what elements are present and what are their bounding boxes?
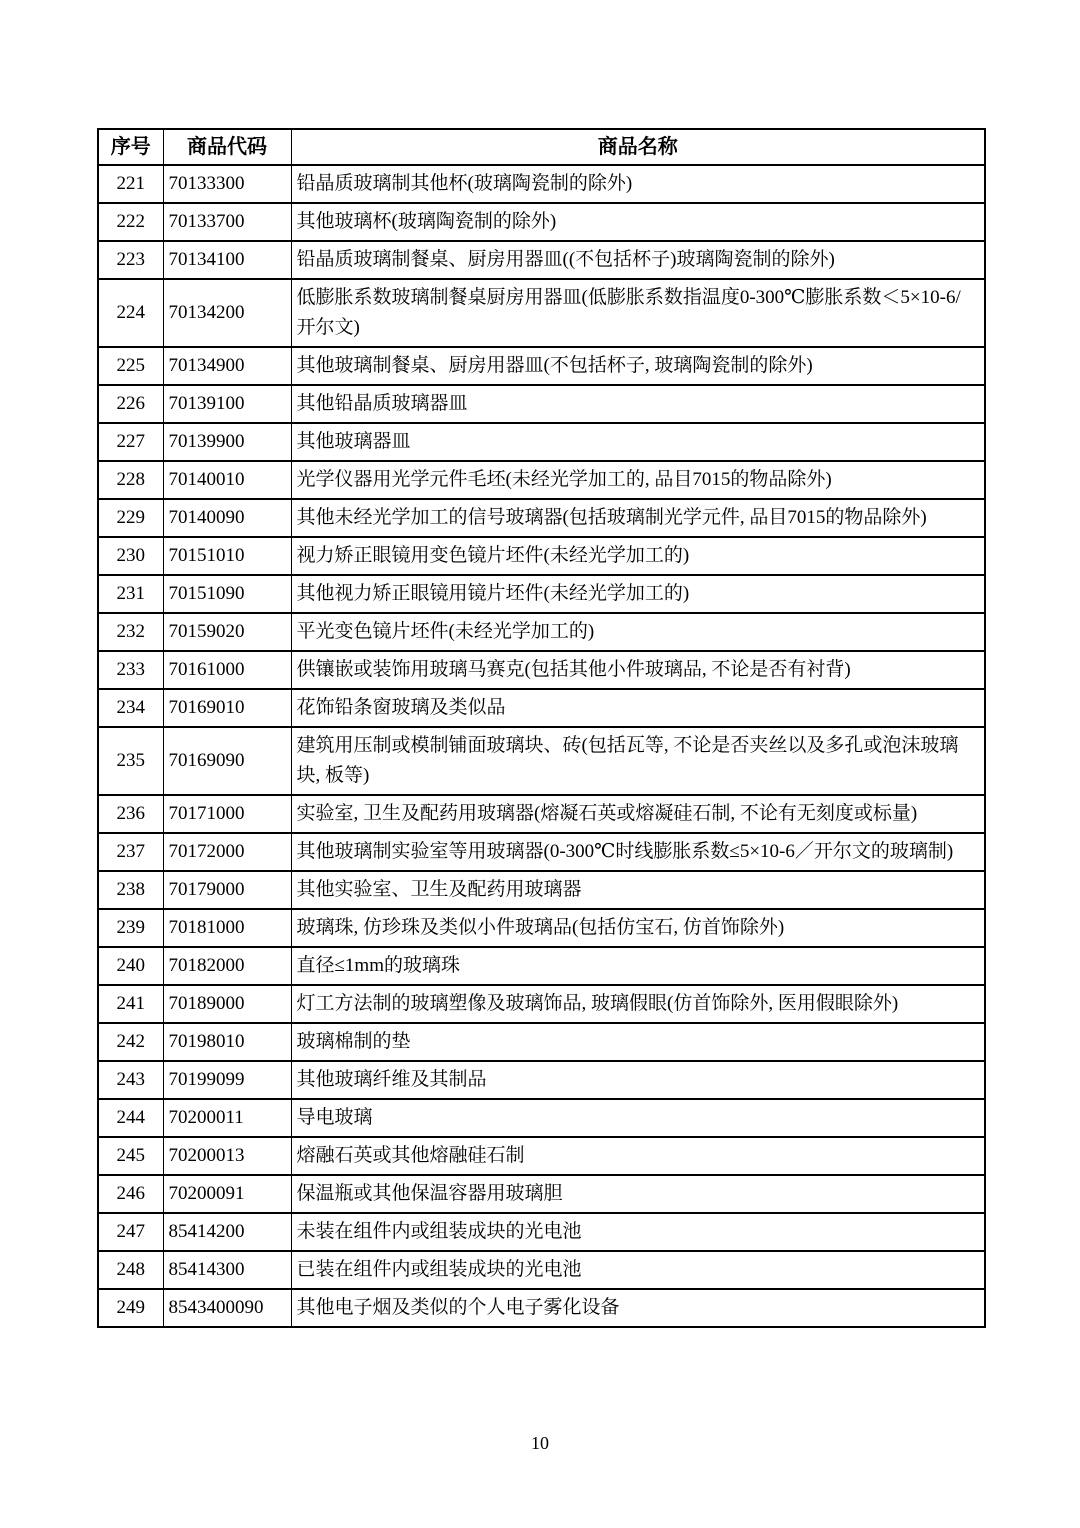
row-serial: 243 (98, 1061, 163, 1099)
row-name: 低膨胀系数玻璃制餐桌厨房用器皿(低膨胀系数指温度0-300℃膨胀系数＜5×10-6/开尔文) (291, 279, 985, 347)
row-name: 花饰铅条窗玻璃及类似品 (291, 689, 985, 727)
row-name: 未装在组件内或组装成块的光电池 (291, 1213, 985, 1251)
table-row (98, 385, 985, 423)
table-row (98, 537, 985, 575)
table-row (98, 1175, 985, 1213)
row-name: 灯工方法制的玻璃塑像及玻璃饰品, 玻璃假眼(仿首饰除外, 医用假眼除外) (291, 985, 985, 1023)
table-row (98, 1289, 985, 1327)
table-row (98, 1213, 985, 1251)
row-name: 其他玻璃器皿 (291, 423, 985, 461)
table-row (98, 1251, 985, 1289)
row-name: 保温瓶或其他保温容器用玻璃胆 (291, 1175, 985, 1213)
row-code: 70200013 (163, 1137, 291, 1175)
row-code: 70133700 (163, 203, 291, 241)
header-serial-number: 序号 (98, 129, 163, 165)
row-serial: 227 (98, 423, 163, 461)
row-serial: 225 (98, 347, 163, 385)
table-row (98, 1023, 985, 1061)
row-name: 建筑用压制或模制铺面玻璃块、砖(包括瓦等, 不论是否夹丝以及多孔或泡沫玻璃块, 板等) (291, 727, 985, 795)
row-serial: 240 (98, 947, 163, 985)
table-header-row (98, 129, 985, 165)
row-code: 70139100 (163, 385, 291, 423)
row-serial: 229 (98, 499, 163, 537)
row-serial: 221 (98, 165, 163, 203)
row-serial: 237 (98, 833, 163, 871)
row-serial: 239 (98, 909, 163, 947)
row-code: 70171000 (163, 795, 291, 833)
table-row (98, 499, 985, 537)
row-name: 铅晶质玻璃制其他杯(玻璃陶瓷制的除外) (291, 165, 985, 203)
row-name: 熔融石英或其他熔融硅石制 (291, 1137, 985, 1175)
table-row (98, 651, 985, 689)
row-code: 70134200 (163, 279, 291, 347)
table-row (98, 947, 985, 985)
row-name: 光学仪器用光学元件毛坯(未经光学加工的, 品目7015的物品除外) (291, 461, 985, 499)
row-code: 70181000 (163, 909, 291, 947)
row-code: 70151010 (163, 537, 291, 575)
header-commodity-code: 商品代码 (163, 129, 291, 165)
commodity-table (97, 128, 986, 1328)
row-name: 玻璃棉制的垫 (291, 1023, 985, 1061)
table-row (98, 1137, 985, 1175)
row-code: 70200091 (163, 1175, 291, 1213)
row-name: 实验室, 卫生及配药用玻璃器(熔凝石英或熔凝硅石制, 不论有无刻度或标量) (291, 795, 985, 833)
row-name: 其他视力矫正眼镜用镜片坯件(未经光学加工的) (291, 575, 985, 613)
table-row (98, 795, 985, 833)
table-row (98, 461, 985, 499)
row-serial: 245 (98, 1137, 163, 1175)
row-name: 其他玻璃制实验室等用玻璃器(0-300℃时线膨胀系数≤5×10-6／开尔文的玻璃制) (291, 833, 985, 871)
row-name: 已装在组件内或组装成块的光电池 (291, 1251, 985, 1289)
table-row (98, 833, 985, 871)
table-row (98, 279, 985, 347)
row-code: 85414200 (163, 1213, 291, 1251)
row-code: 70159020 (163, 613, 291, 651)
table-body (98, 165, 985, 1327)
row-serial: 249 (98, 1289, 163, 1327)
row-code: 70140010 (163, 461, 291, 499)
row-code: 70179000 (163, 871, 291, 909)
row-name: 其他电子烟及类似的个人电子雾化设备 (291, 1289, 985, 1327)
row-code: 70151090 (163, 575, 291, 613)
row-code: 70200011 (163, 1099, 291, 1137)
row-name: 其他玻璃制餐桌、厨房用器皿(不包括杯子, 玻璃陶瓷制的除外) (291, 347, 985, 385)
row-name: 导电玻璃 (291, 1099, 985, 1137)
row-serial: 232 (98, 613, 163, 651)
row-name: 视力矫正眼镜用变色镜片坯件(未经光学加工的) (291, 537, 985, 575)
table-row (98, 575, 985, 613)
row-name: 平光变色镜片坯件(未经光学加工的) (291, 613, 985, 651)
row-serial: 231 (98, 575, 163, 613)
row-code: 70134900 (163, 347, 291, 385)
row-name: 铅晶质玻璃制餐桌、厨房用器皿((不包括杯子)玻璃陶瓷制的除外) (291, 241, 985, 279)
table-row (98, 909, 985, 947)
row-code: 70182000 (163, 947, 291, 985)
row-code: 8543400090 (163, 1289, 291, 1327)
row-name: 其他铅晶质玻璃器皿 (291, 385, 985, 423)
header-commodity-name: 商品名称 (291, 129, 985, 165)
row-serial: 233 (98, 651, 163, 689)
row-serial: 230 (98, 537, 163, 575)
row-name: 其他玻璃杯(玻璃陶瓷制的除外) (291, 203, 985, 241)
table-row (98, 1061, 985, 1099)
row-serial: 247 (98, 1213, 163, 1251)
row-serial: 234 (98, 689, 163, 727)
table-row (98, 241, 985, 279)
row-name: 玻璃珠, 仿珍珠及类似小件玻璃品(包括仿宝石, 仿首饰除外) (291, 909, 985, 947)
row-name: 直径≤1mm的玻璃珠 (291, 947, 985, 985)
row-code: 70198010 (163, 1023, 291, 1061)
table-row (98, 203, 985, 241)
table-row (98, 871, 985, 909)
table-row (98, 423, 985, 461)
row-serial: 228 (98, 461, 163, 499)
row-serial: 236 (98, 795, 163, 833)
row-code: 70161000 (163, 651, 291, 689)
row-serial: 235 (98, 727, 163, 795)
row-code: 70169090 (163, 727, 291, 795)
row-serial: 248 (98, 1251, 163, 1289)
table-row (98, 985, 985, 1023)
row-serial: 241 (98, 985, 163, 1023)
row-serial: 224 (98, 279, 163, 347)
table-row (98, 689, 985, 727)
row-code: 85414300 (163, 1251, 291, 1289)
row-name: 其他实验室、卫生及配药用玻璃器 (291, 871, 985, 909)
row-serial: 238 (98, 871, 163, 909)
row-name: 其他玻璃纤维及其制品 (291, 1061, 985, 1099)
table-row (98, 165, 985, 203)
row-code: 70189000 (163, 985, 291, 1023)
row-code: 70199099 (163, 1061, 291, 1099)
page-number: 10 (531, 1433, 549, 1453)
row-code: 70139900 (163, 423, 291, 461)
row-serial: 242 (98, 1023, 163, 1061)
row-serial: 222 (98, 203, 163, 241)
row-code: 70133300 (163, 165, 291, 203)
table-row (98, 347, 985, 385)
table-row (98, 727, 985, 795)
row-code: 70140090 (163, 499, 291, 537)
row-code: 70169010 (163, 689, 291, 727)
row-code: 70172000 (163, 833, 291, 871)
table-row (98, 1099, 985, 1137)
row-serial: 223 (98, 241, 163, 279)
row-name: 其他未经光学加工的信号玻璃器(包括玻璃制光学元件, 品目7015的物品除外) (291, 499, 985, 537)
row-serial: 226 (98, 385, 163, 423)
table-row (98, 613, 985, 651)
row-serial: 246 (98, 1175, 163, 1213)
row-name: 供镶嵌或装饰用玻璃马赛克(包括其他小件玻璃品, 不论是否有衬背) (291, 651, 985, 689)
row-code: 70134100 (163, 241, 291, 279)
row-serial: 244 (98, 1099, 163, 1137)
